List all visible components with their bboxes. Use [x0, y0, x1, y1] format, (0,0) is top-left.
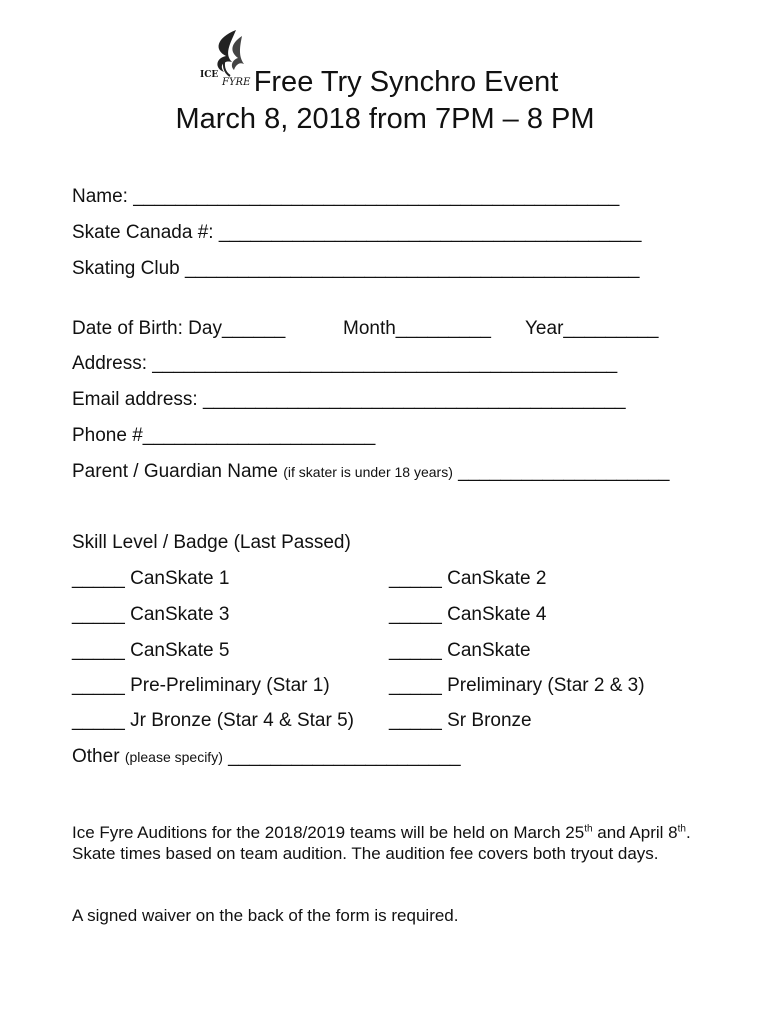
other-note: (please specify) — [124, 749, 223, 765]
audition-note — [72, 822, 702, 864]
guardian-line[interactable]: ____________________ — [458, 461, 670, 482]
other-line[interactable]: ______________________ — [228, 746, 461, 767]
ordinal-suffix: th — [584, 823, 593, 835]
address-field[interactable]: Address: ____________________________________________ — [72, 353, 618, 374]
dob-month-field[interactable]: Month_________ — [343, 318, 491, 339]
other-label: Other — [72, 746, 120, 767]
skating-club-field[interactable]: Skating Club ___________________________________________ — [72, 258, 640, 279]
phone-field[interactable]: Phone #______________________ — [72, 425, 376, 446]
skate-canada-field[interactable]: Skate Canada #: ________________________________________ — [72, 222, 642, 243]
guardian-label: Parent / Guardian Name — [72, 461, 278, 482]
event-date: March 8, 2018 from 7PM – 8 PM — [175, 103, 595, 135]
title-line-1: Free Try Synchro Event — [253, 66, 559, 98]
dob-day-field[interactable]: Date of Birth: Day______ — [72, 318, 286, 339]
skill-heading: Skill Level / Badge (Last Passed) — [72, 532, 351, 553]
skill-option[interactable]: _____ CanSkate 5 — [72, 640, 230, 661]
skill-option[interactable]: _____ CanSkate 4 — [389, 604, 547, 625]
name-field[interactable]: Name: ______________________________________________ — [72, 186, 620, 207]
other-skill-field[interactable] — [72, 746, 461, 768]
waiver-note: A signed waiver on the back of the form is required. — [72, 906, 459, 925]
dob-year-field[interactable]: Year_________ — [525, 318, 659, 339]
skill-option[interactable]: _____ CanSkate 3 — [72, 604, 230, 625]
guardian-note: (if skater is under 18 years) — [283, 464, 453, 480]
audition-note-part: . Skate times based on team audition. The audition fee covers both tryout days. — [72, 823, 691, 863]
skill-option[interactable]: _____ Jr Bronze (Star 4 & Star 5) — [72, 710, 354, 731]
logo-ice-text: ICE — [200, 70, 219, 80]
ordinal-suffix: th — [677, 823, 686, 835]
skill-option[interactable]: _____ CanSkate 1 — [72, 568, 230, 589]
skill-option[interactable]: _____ CanSkate — [389, 640, 531, 661]
page-title — [0, 66, 770, 99]
skill-option[interactable]: _____ Pre-Preliminary (Star 1) — [72, 675, 330, 696]
skill-option[interactable]: _____ Preliminary (Star 2 & 3) — [389, 675, 645, 696]
skill-option[interactable]: _____ CanSkate 2 — [389, 568, 547, 589]
email-field[interactable]: Email address: ________________________________________ — [72, 389, 626, 410]
audition-note-part: Ice Fyre Auditions for the 2018/2019 teams will be held on March 25 — [72, 823, 585, 842]
logo-fyre-text: FYRE — [222, 77, 251, 88]
guardian-field[interactable] — [72, 461, 669, 483]
audition-note-part: and April 8 — [592, 823, 678, 842]
skill-option[interactable]: _____ Sr Bronze — [389, 710, 532, 731]
